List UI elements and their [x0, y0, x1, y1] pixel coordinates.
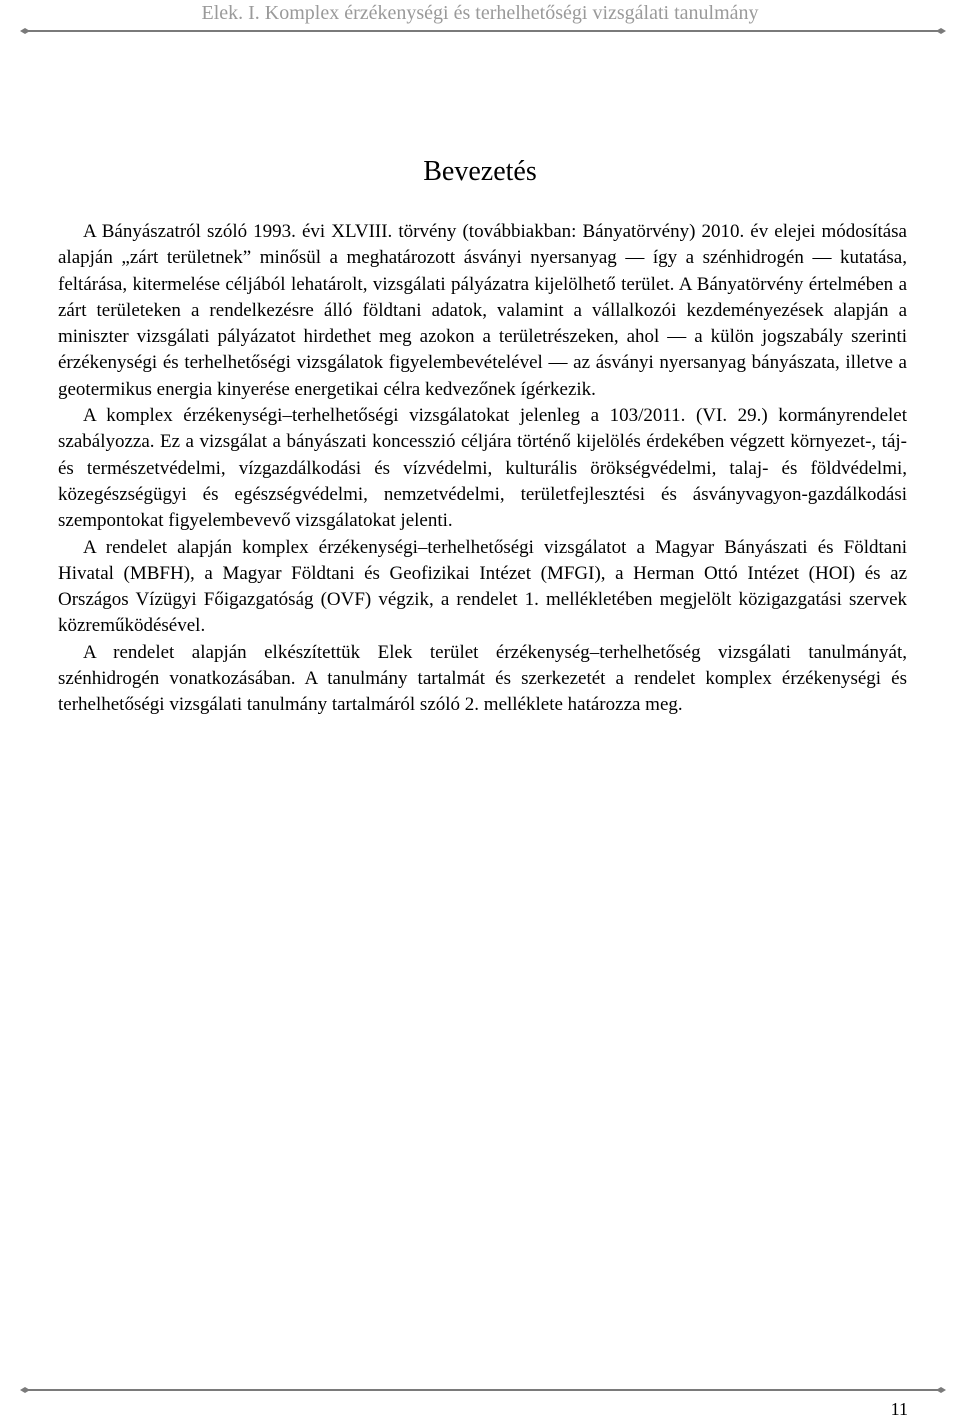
section-title: Bevezetés [423, 156, 537, 187]
header-rule [20, 28, 946, 34]
paragraph: A Bányászatról szóló 1993. évi XLVIII. törvény (továbbiakban: Bányatörvény) 2010. év elejei módosítása alapján „zárt területnek” minősül a meghatározott ásványi nyersanyag — így a szénhidrogén — kutatása, feltárása, kitermelése céljából lehatárolt, vizsgálati pályázatra kijelölhető terület. A Bányatörvény értelmében a zárt területeken a rendelkezésre álló földtani adatok, valamint a vállalkozói kezdeményezések alapján a miniszter vizsgálati pályázatot hirdethet meg azokon a területrészeken, ahol — a külön jogszabály szerinti érzékenységi és terhelhetőségi vizsgálatok figyelembevételével — az ásványi nyersanyag bányászata, illetve a geotermikus energia kinyerése energetikai célra kedvezőnek ígérkezik. [58, 221, 907, 400]
body-text [58, 219, 907, 719]
page-number: 11 [890, 1399, 908, 1419]
paragraph: A komplex érzékenységi–terhelhetőségi vizsgálatokat jelenleg a 103/2011. (VI. 29.) kormányrendelet szabályozza. Ez a vizsgálat a bányászati koncesszió céljára történő kijelölés érdekében végzett környezet-, táj- és természetvédelmi, vízgazdálkodási és vízvédelmi, kulturális örökségvédelmi, talaj- és földvédelmi, közegészségügyi és egészségvédelmi, nemzetvédelmi, területfejlesztési és ásványvagyon-gazdálkodási szempontokat figyelembevevő vizsgálatokat jelenti. [58, 405, 907, 532]
paragraph: A rendelet alapján komplex érzékenységi–terhelhetőségi vizsgálatot a Magyar Bányászati és Földtani Hivatal (MBFH), a Magyar Földtani és Geofizikai Intézet (MFGI), a Herman Ottó Intézet (HOI) és az Országos Vízügyi Főigazgatóság (OVF) végzik, a rendelet 1. mellékletében megjelölt közigazgatási szervek közreműködésével. [58, 536, 907, 637]
running-header: Elek. I. Komplex érzékenységi és terhelhetőségi vizsgálati tanulmány [201, 2, 759, 24]
footer-rule [20, 1387, 946, 1393]
paragraph: A rendelet alapján elkészítettük Elek terület érzékenység–terhelhetőség vizsgálati tanulmányát, szénhidrogén vonatkozásában. A tanulmány tartalmát és szerkezetét a rendelet komplex érzékenységi és terhelhetőségi vizsgálati tanulmány tartalmáról szóló 2. melléklete határozza meg. [58, 641, 907, 716]
